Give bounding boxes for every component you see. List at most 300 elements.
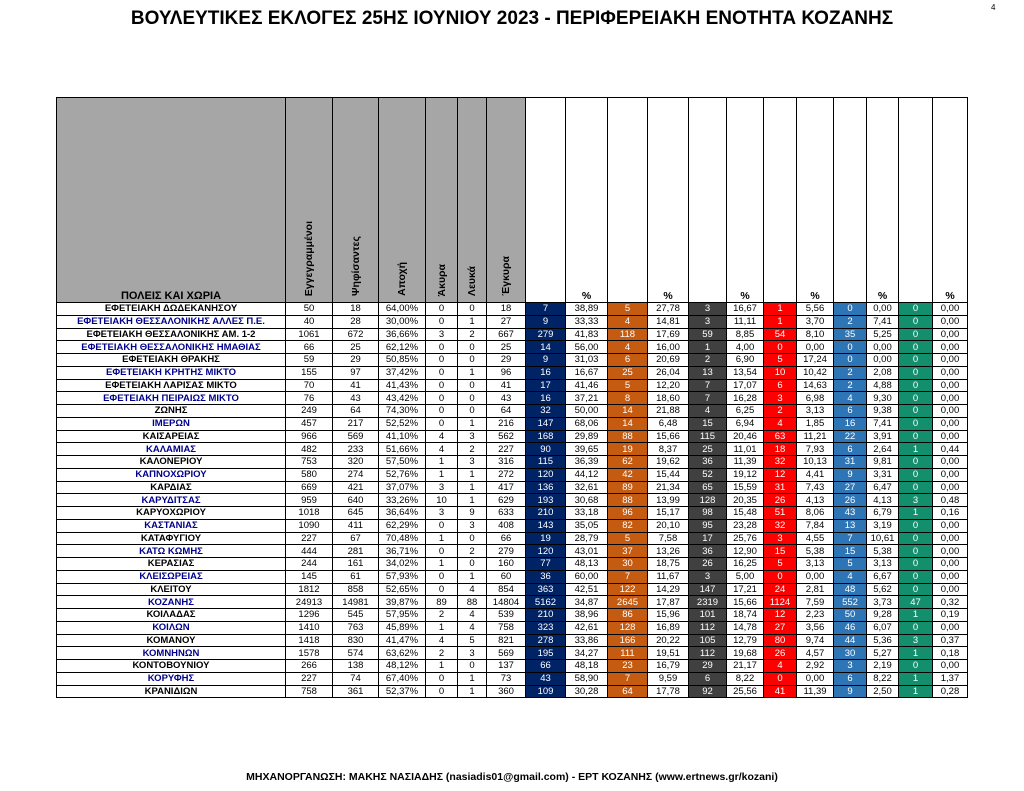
cell-el-votes: 48 [834,583,867,596]
cell-syriza-pct: 17,87 [648,596,689,609]
header-turnout: Αποχή [379,98,426,303]
cell-registered: 444 [286,545,333,558]
footer-credit: ΜΗΧΑΝΟΡΓΑΝΩΣΗ: ΜΑΚΗΣ ΝΑΣΙΑΔΗΣ (nasiadis01@gmail.com) - ΕΡΤ ΚΟΖΑΝΗΣ (www.ertnews.gr/kozani) [246,771,778,783]
cell-ant-votes: 0 [899,532,933,545]
cell-el-pct: 2,08 [867,366,899,379]
cell-kke-votes: 3 [764,532,797,545]
cell-valid: 73 [487,672,526,685]
cell-pasok-pct: 20,35 [727,494,764,507]
cell-nd-votes: 16 [526,366,566,379]
table-body [57,303,968,698]
table-row [57,430,968,443]
cell-ant-pct: 0,48 [933,494,968,507]
cell-voted: 569 [333,430,379,443]
cell-kke-votes: 10 [764,366,797,379]
cell-turnout: 64,00% [379,303,426,316]
cell-valid: 272 [487,468,526,481]
cell-blank: 0 [458,532,487,545]
cell-syriza-votes: 118 [608,328,648,341]
cell-pasok-votes: 26 [689,558,727,571]
cell-nd-pct: 34,27 [566,647,608,660]
cell-ant-pct: 0,00 [933,341,968,354]
cell-invalid: 0 [426,672,458,685]
header-invalid: Άκυρα [426,98,458,303]
cell-ant-votes: 0 [899,392,933,405]
cell-name: ΕΦΕΤΕΙΑΚΗ ΘΕΣΣΑΛΟΝΙΚΗΣ ΗΜΑΘΙΑΣ [57,341,286,354]
cell-name: ΕΦΕΤΕΙΑΚΗ ΛΑΡΙΣΑΣ ΜΙΚΤΟ [57,379,286,392]
cell-pasok-pct: 12,90 [727,545,764,558]
cell-syriza-pct: 11,67 [648,570,689,583]
cell-ant-pct: 0,00 [933,303,968,316]
cell-turnout: 37,42% [379,366,426,379]
cell-blank: 0 [458,379,487,392]
cell-turnout: 30,00% [379,315,426,328]
table-row [57,468,968,481]
cell-blank: 0 [458,303,487,316]
cell-el-votes: 16 [834,417,867,430]
cell-nd-votes: 120 [526,545,566,558]
cell-nd-pct: 32,61 [566,481,608,494]
cell-kke-votes: 54 [764,328,797,341]
cell-kke-pct: 4,57 [797,647,834,660]
cell-pasok-pct: 14,78 [727,621,764,634]
cell-turnout: 51,66% [379,443,426,456]
cell-blank: 4 [458,583,487,596]
cell-syriza-pct: 7,58 [648,532,689,545]
cell-turnout: 41,47% [379,634,426,647]
cell-turnout: 36,64% [379,507,426,520]
cell-ant-pct: 0,32 [933,596,968,609]
cell-pasok-pct: 8,22 [727,672,764,685]
cell-invalid: 1 [426,660,458,673]
cell-ant-pct: 0,44 [933,443,968,456]
cell-valid: 316 [487,456,526,469]
cell-syriza-votes: 6 [608,354,648,367]
header-elliniki-lysi: ΕΛΛΗΝΙΚΗ ΛΥΣΗ [834,98,867,303]
cell-nd-pct: 29,89 [566,430,608,443]
cell-ant-votes: 1 [899,609,933,622]
cell-registered: 482 [286,443,333,456]
cell-el-votes: 552 [834,596,867,609]
cell-kke-votes: 1124 [764,596,797,609]
cell-blank: 4 [458,609,487,622]
cell-kke-votes: 3 [764,392,797,405]
cell-name: ΙΜΕΡΩΝ [57,417,286,430]
cell-ant-votes: 1 [899,685,933,698]
cell-blank: 2 [458,328,487,341]
cell-name: ΕΦΕΤΕΙΑΚΗ ΘΡΑΚΗΣ [57,354,286,367]
cell-invalid: 0 [426,379,458,392]
cell-nd-votes: 36 [526,570,566,583]
table-row [57,609,968,622]
cell-nd-pct: 39,65 [566,443,608,456]
cell-voted: 14981 [333,596,379,609]
cell-nd-votes: 363 [526,583,566,596]
cell-registered: 1410 [286,621,333,634]
cell-el-pct: 2,64 [867,443,899,456]
table-row [57,545,968,558]
cell-syriza-pct: 17,69 [648,328,689,341]
cell-kke-pct: 0,00 [797,672,834,685]
cell-el-pct: 5,38 [867,545,899,558]
cell-invalid: 3 [426,481,458,494]
cell-registered: 266 [286,660,333,673]
cell-pasok-votes: 3 [689,303,727,316]
cell-pasok-votes: 36 [689,456,727,469]
cell-pasok-votes: 4 [689,405,727,418]
cell-ant-votes: 0 [899,379,933,392]
cell-voted: 645 [333,507,379,520]
cell-ant-votes: 0 [899,519,933,532]
cell-valid: 408 [487,519,526,532]
cell-pasok-pct: 4,00 [727,341,764,354]
table-row [57,532,968,545]
cell-registered: 70 [286,379,333,392]
cell-el-pct: 10,61 [867,532,899,545]
cell-nd-pct: 36,39 [566,456,608,469]
cell-pasok-votes: 2 [689,354,727,367]
cell-syriza-pct: 16,89 [648,621,689,634]
cell-ant-votes: 1 [899,672,933,685]
cell-syriza-votes: 5 [608,303,648,316]
cell-syriza-votes: 88 [608,430,648,443]
cell-syriza-votes: 128 [608,621,648,634]
header-el-pct: % [867,98,899,303]
cell-nd-pct: 50,00 [566,405,608,418]
cell-ant-votes: 0 [899,366,933,379]
cell-kke-pct: 2,23 [797,609,834,622]
cell-kke-pct: 4,55 [797,532,834,545]
cell-el-votes: 0 [834,303,867,316]
cell-registered: 758 [286,685,333,698]
cell-nd-votes: 193 [526,494,566,507]
cell-syriza-pct: 20,22 [648,634,689,647]
cell-blank: 0 [458,558,487,571]
cell-registered: 1018 [286,507,333,520]
table-row [57,507,968,520]
cell-kke-pct: 7,93 [797,443,834,456]
cell-valid: 227 [487,443,526,456]
cell-ant-pct: 0,00 [933,405,968,418]
cell-pasok-pct: 15,66 [727,596,764,609]
cell-nd-pct: 33,18 [566,507,608,520]
cell-invalid: 4 [426,443,458,456]
cell-nd-votes: 168 [526,430,566,443]
cell-nd-votes: 7 [526,303,566,316]
cell-kke-votes: 32 [764,456,797,469]
cell-invalid: 3 [426,507,458,520]
cell-syriza-votes: 5 [608,532,648,545]
cell-valid: 633 [487,507,526,520]
cell-turnout: 63,62% [379,647,426,660]
header-valid: Έγκυρα [487,98,526,303]
cell-syriza-votes: 122 [608,583,648,596]
cell-name: ΚΕΡΑΣΙΑΣ [57,558,286,571]
cell-turnout: 57,50% [379,456,426,469]
cell-nd-pct: 42,61 [566,621,608,634]
cell-ant-pct: 0,00 [933,328,968,341]
cell-name: ΚΛΕΙΣΩΡΕΙΑΣ [57,570,286,583]
cell-pasok-pct: 17,21 [727,583,764,596]
cell-kke-votes: 24 [764,583,797,596]
table-row [57,570,968,583]
cell-kke-pct: 1,85 [797,417,834,430]
cell-el-votes: 3 [834,660,867,673]
cell-ant-pct: 0,00 [933,315,968,328]
cell-syriza-votes: 86 [608,609,648,622]
table-row [57,417,968,430]
cell-kke-votes: 4 [764,660,797,673]
cell-voted: 43 [333,392,379,405]
cell-el-votes: 2 [834,366,867,379]
cell-syriza-pct: 18,60 [648,392,689,405]
cell-nd-votes: 16 [526,392,566,405]
cell-syriza-pct: 16,79 [648,660,689,673]
cell-ant-pct: 0,18 [933,647,968,660]
cell-voted: 29 [333,354,379,367]
cell-voted: 640 [333,494,379,507]
cell-el-pct: 6,47 [867,481,899,494]
cell-invalid: 0 [426,570,458,583]
cell-el-votes: 9 [834,468,867,481]
cell-ant-votes: 1 [899,507,933,520]
cell-el-pct: 0,00 [867,354,899,367]
cell-el-votes: 15 [834,545,867,558]
cell-el-pct: 4,13 [867,494,899,507]
cell-pasok-votes: 36 [689,545,727,558]
cell-el-pct: 3,31 [867,468,899,481]
cell-nd-pct: 33,33 [566,315,608,328]
cell-nd-pct: 38,89 [566,303,608,316]
cell-blank: 1 [458,315,487,328]
cell-el-votes: 22 [834,430,867,443]
cell-kke-votes: 12 [764,609,797,622]
header-voted: Ψηφίσαντες [333,98,379,303]
cell-valid: 18 [487,303,526,316]
cell-pasok-pct: 11,01 [727,443,764,456]
cell-ant-pct: 0,00 [933,417,968,430]
cell-syriza-votes: 7 [608,570,648,583]
cell-valid: 64 [487,405,526,418]
cell-voted: 18 [333,303,379,316]
cell-ant-pct: 0,00 [933,532,968,545]
cell-syriza-votes: 8 [608,392,648,405]
cell-nd-votes: 120 [526,468,566,481]
cell-el-votes: 30 [834,647,867,660]
cell-nd-votes: 90 [526,443,566,456]
cell-nd-pct: 16,67 [566,366,608,379]
cell-registered: 1418 [286,634,333,647]
header-registered: Εγγεγραμμένοι [286,98,333,303]
cell-name: ΚΑΛΑΜΙΑΣ [57,443,286,456]
cell-syriza-votes: 37 [608,545,648,558]
cell-name: ΚΑΙΣΑΡΕΙΑΣ [57,430,286,443]
cell-registered: 1812 [286,583,333,596]
cell-syriza-pct: 20,69 [648,354,689,367]
cell-ant-votes: 0 [899,570,933,583]
cell-syriza-votes: 19 [608,443,648,456]
cell-kke-pct: 5,38 [797,545,834,558]
cell-el-votes: 9 [834,685,867,698]
cell-ant-pct: 0,00 [933,430,968,443]
cell-invalid: 0 [426,545,458,558]
cell-pasok-votes: 95 [689,519,727,532]
cell-invalid: 0 [426,341,458,354]
cell-ant-pct: 0,00 [933,570,968,583]
cell-registered: 959 [286,494,333,507]
cell-el-pct: 5,36 [867,634,899,647]
cell-ant-votes: 0 [899,341,933,354]
cell-el-pct: 3,91 [867,430,899,443]
cell-blank: 3 [458,430,487,443]
cell-ant-pct: 0,19 [933,609,968,622]
cell-blank: 2 [458,443,487,456]
cell-name: ΚΟΙΛΩΝ [57,621,286,634]
cell-ant-votes: 3 [899,634,933,647]
cell-nd-pct: 56,00 [566,341,608,354]
cell-turnout: 37,07% [379,481,426,494]
cell-voted: 61 [333,570,379,583]
header-kke-pct: % [797,98,834,303]
cell-ant-votes: 0 [899,583,933,596]
table-row [57,494,968,507]
cell-name: ΕΦΕΤΕΙΑΚΗ ΘΕΣΣΑΛΟΝΙΚΗΣ ΑΛΛΕΣ Π.Ε. [57,315,286,328]
cell-pasok-votes: 52 [689,468,727,481]
cell-blank: 2 [458,545,487,558]
cell-el-votes: 5 [834,558,867,571]
cell-ant-votes: 47 [899,596,933,609]
cell-syriza-votes: 4 [608,315,648,328]
cell-name: ΚΟΖΑΝΗΣ [57,596,286,609]
cell-kke-votes: 1 [764,315,797,328]
cell-pasok-pct: 19,12 [727,468,764,481]
cell-kke-pct: 14,63 [797,379,834,392]
cell-kke-votes: 2 [764,405,797,418]
cell-pasok-votes: 128 [689,494,727,507]
cell-syriza-pct: 6,48 [648,417,689,430]
cell-blank: 1 [458,468,487,481]
cell-name: ΚΑΡΔΙΑΣ [57,481,286,494]
cell-el-pct: 5,27 [867,647,899,660]
cell-syriza-pct: 14,81 [648,315,689,328]
cell-el-votes: 4 [834,392,867,405]
header-kke: ΚΚΕ [764,98,797,303]
cell-ant-votes: 0 [899,660,933,673]
cell-blank: 0 [458,392,487,405]
cell-turnout: 48,12% [379,660,426,673]
cell-ant-votes: 0 [899,430,933,443]
cell-voted: 672 [333,328,379,341]
cell-kke-votes: 41 [764,685,797,698]
cell-nd-votes: 143 [526,519,566,532]
cell-blank: 3 [458,456,487,469]
table-row [57,634,968,647]
cell-pasok-votes: 112 [689,621,727,634]
cell-el-pct: 3,13 [867,558,899,571]
cell-syriza-votes: 2645 [608,596,648,609]
cell-ant-votes: 0 [899,328,933,341]
cell-voted: 64 [333,405,379,418]
cell-kke-votes: 80 [764,634,797,647]
cell-voted: 281 [333,545,379,558]
cell-syriza-pct: 15,44 [648,468,689,481]
cell-invalid: 0 [426,315,458,328]
cell-invalid: 4 [426,430,458,443]
cell-syriza-votes: 25 [608,366,648,379]
table-row [57,405,968,418]
cell-syriza-votes: 5 [608,379,648,392]
cell-pasok-pct: 17,07 [727,379,764,392]
cell-nd-pct: 33,86 [566,634,608,647]
cell-name: ΚΟΡΥΦΗΣ [57,672,286,685]
cell-pasok-pct: 25,56 [727,685,764,698]
cell-el-pct: 2,50 [867,685,899,698]
cell-syriza-pct: 13,99 [648,494,689,507]
cell-blank: 0 [458,341,487,354]
cell-nd-pct: 41,83 [566,328,608,341]
cell-kke-votes: 31 [764,481,797,494]
cell-registered: 59 [286,354,333,367]
cell-pasok-pct: 25,76 [727,532,764,545]
cell-invalid: 0 [426,303,458,316]
cell-el-votes: 2 [834,379,867,392]
table-row [57,519,968,532]
cell-syriza-votes: 42 [608,468,648,481]
cell-el-votes: 46 [834,621,867,634]
cell-nd-votes: 77 [526,558,566,571]
cell-kke-pct: 7,84 [797,519,834,532]
cell-valid: 43 [487,392,526,405]
cell-syriza-pct: 9,59 [648,672,689,685]
cell-turnout: 57,95% [379,609,426,622]
cell-voted: 763 [333,621,379,634]
cell-blank: 9 [458,507,487,520]
cell-valid: 137 [487,660,526,673]
cell-pasok-votes: 7 [689,379,727,392]
cell-ant-votes: 0 [899,545,933,558]
cell-kke-pct: 7,43 [797,481,834,494]
cell-el-pct: 6,67 [867,570,899,583]
cell-ant-votes: 0 [899,354,933,367]
cell-valid: 25 [487,341,526,354]
cell-voted: 830 [333,634,379,647]
cell-pasok-votes: 105 [689,634,727,647]
cell-el-votes: 6 [834,405,867,418]
cell-nd-pct: 31,03 [566,354,608,367]
cell-ant-votes: 1 [899,647,933,660]
cell-voted: 421 [333,481,379,494]
cell-voted: 161 [333,558,379,571]
cell-syriza-votes: 14 [608,417,648,430]
cell-el-pct: 0,00 [867,341,899,354]
table-row [57,456,968,469]
cell-blank: 1 [458,685,487,698]
header-syriza-pct: % [648,98,689,303]
cell-ant-votes: 0 [899,456,933,469]
cell-nd-votes: 9 [526,315,566,328]
cell-invalid: 1 [426,468,458,481]
cell-valid: 279 [487,545,526,558]
cell-voted: 361 [333,685,379,698]
cell-pasok-votes: 115 [689,430,727,443]
cell-syriza-pct: 20,10 [648,519,689,532]
cell-registered: 457 [286,417,333,430]
cell-voted: 28 [333,315,379,328]
cell-syriza-pct: 19,51 [648,647,689,660]
cell-pasok-pct: 15,48 [727,507,764,520]
cell-nd-pct: 68,06 [566,417,608,430]
cell-ant-pct: 0,00 [933,354,968,367]
